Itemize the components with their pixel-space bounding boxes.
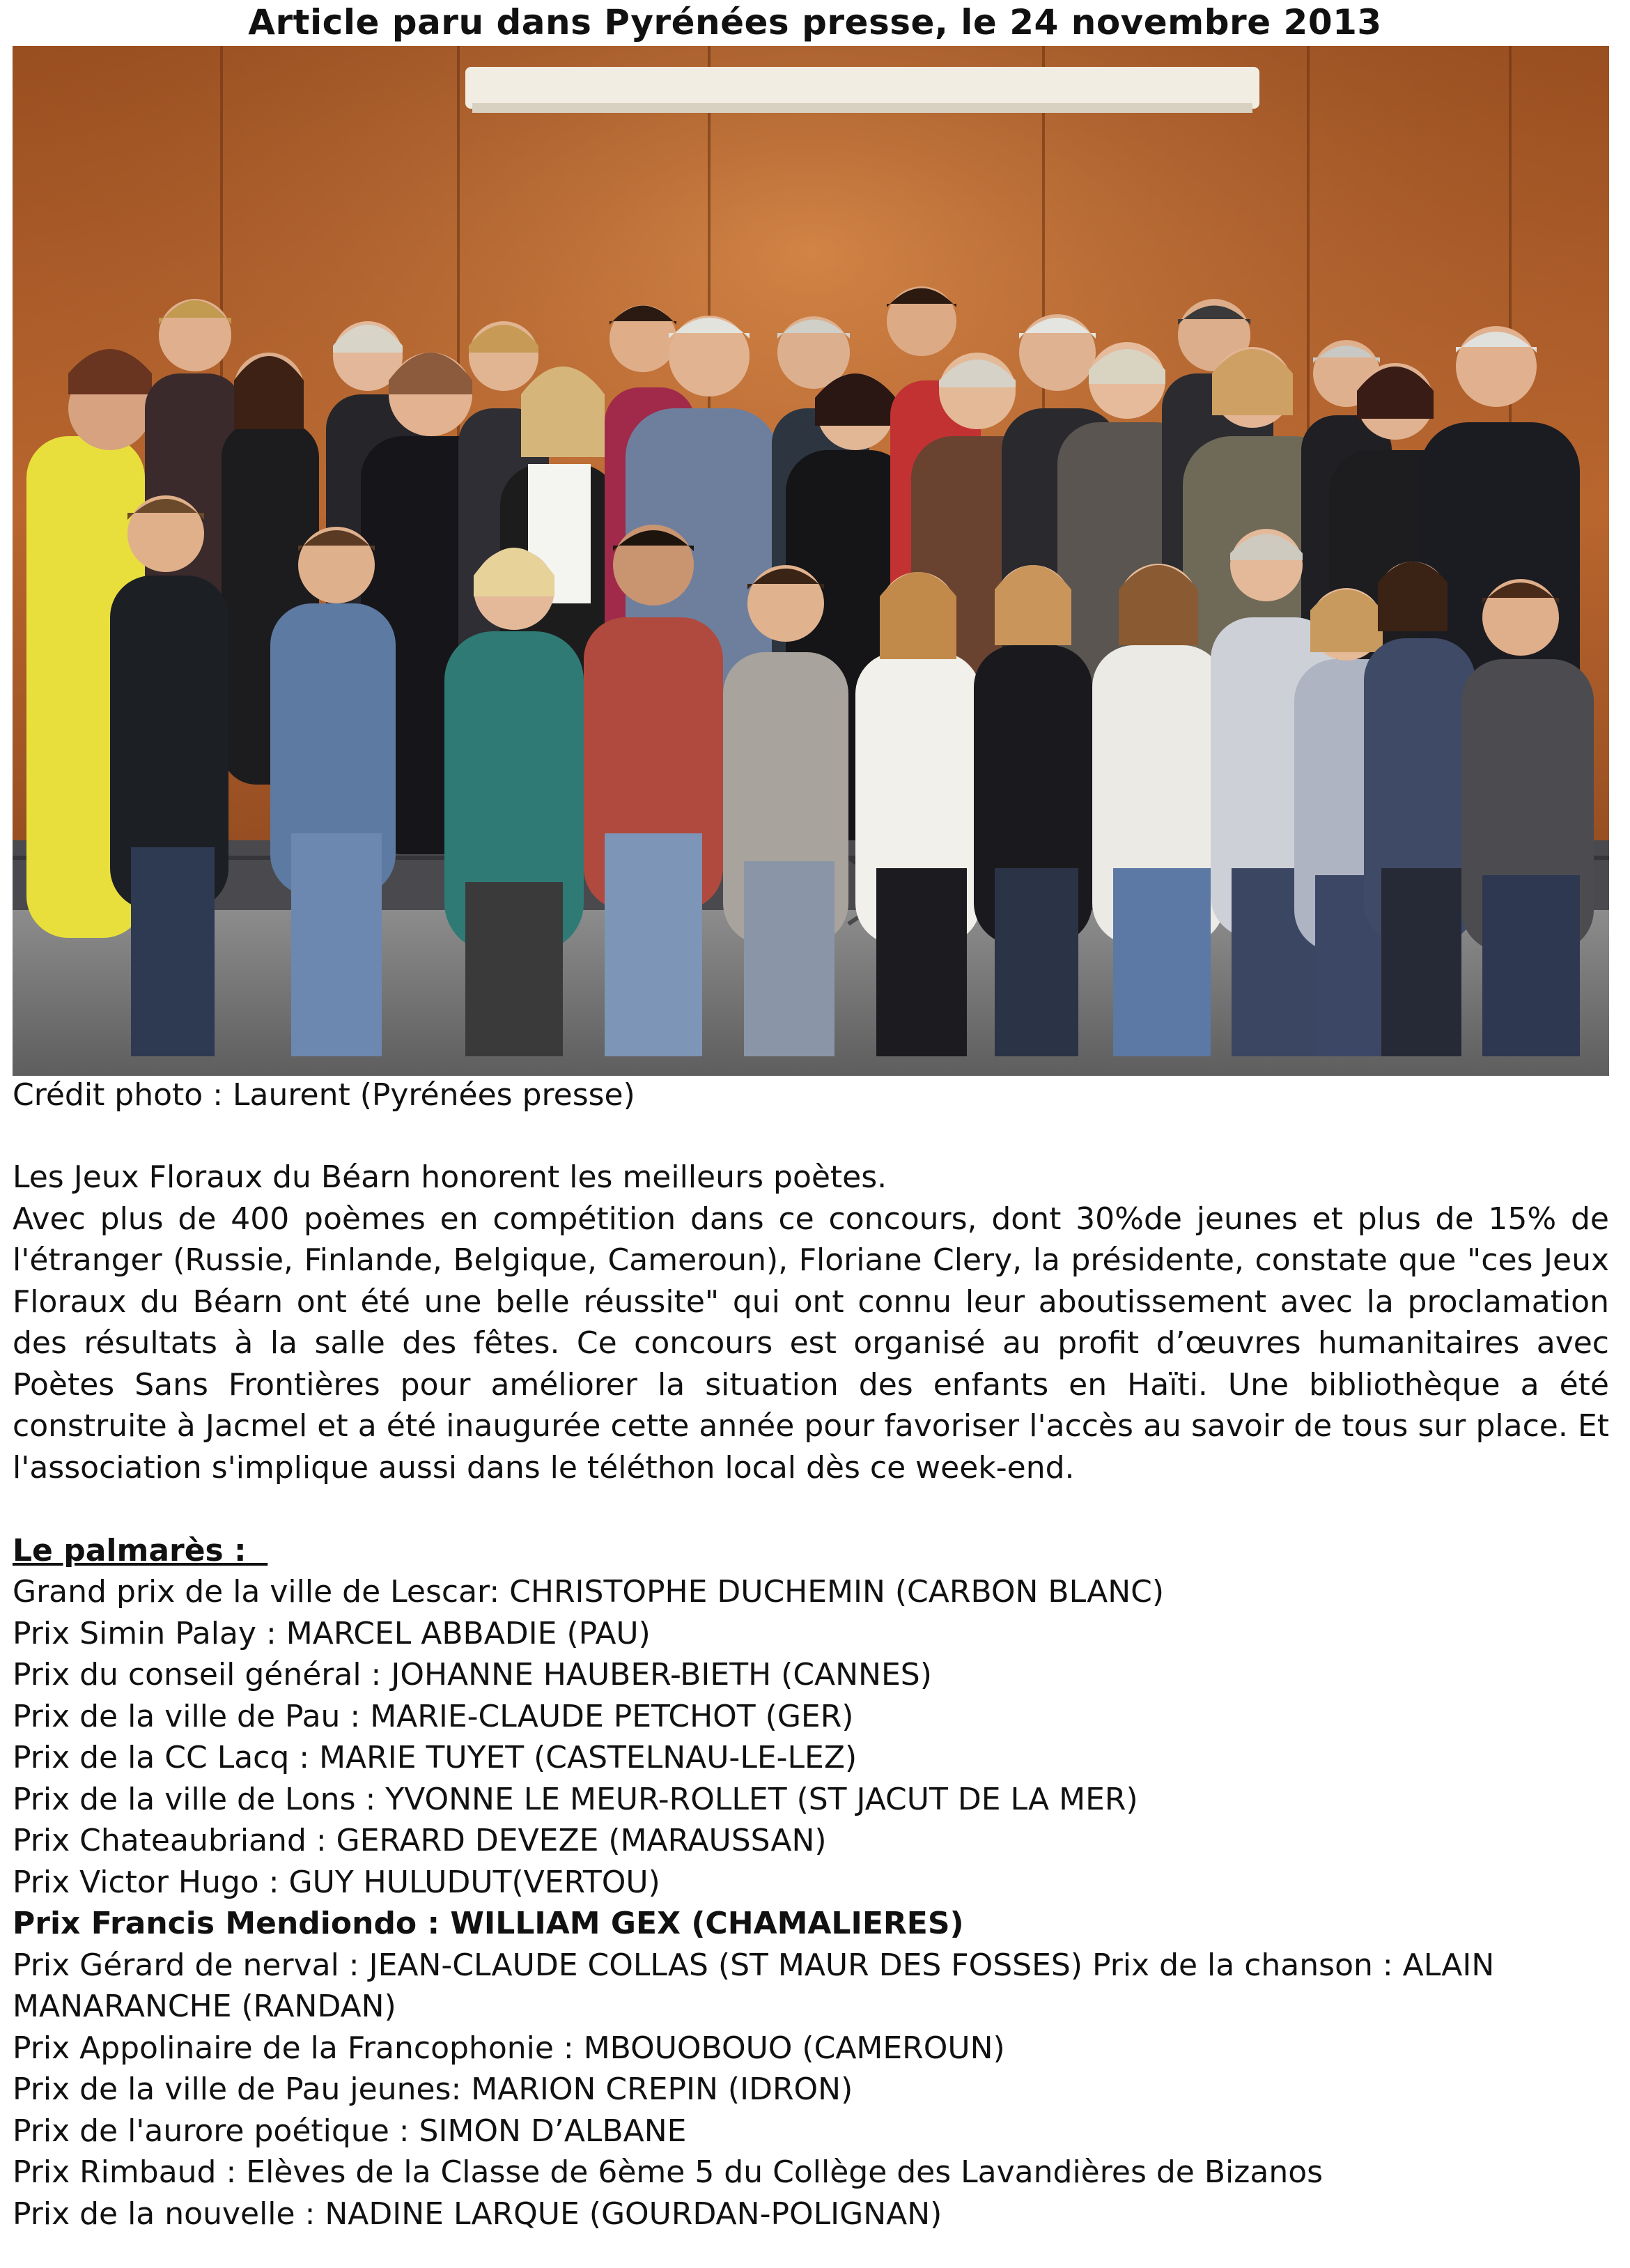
award-item: Prix de la CC Lacq : MARIE TUYET (CASTELNAU-LE-LEZ) [13,1740,857,1775]
award-item: Prix Gérard de nerval : JEAN-CLAUDE COLLAS (ST MAUR DES FOSSES) Prix de la chanson : ALAIN MANARANCHE (RANDAN) [13,1947,1495,2024]
article-body [13,1157,1609,2235]
article-lead: Les Jeux Floraux du Béarn honorent les meilleurs poètes. [13,1159,887,1195]
award-item: Prix Chateaubriand : GERARD DEVEZE (MARAUSSAN) [13,1823,827,1858]
award-item: Prix de la ville de Pau jeunes: MARION CREPIN (IDRON) [13,2072,853,2107]
group-photo [13,46,1609,1076]
award-item: Prix Appolinaire de la Francophonie : MBOUOBOUO (CAMEROUN) [13,2030,1005,2066]
award-item: Prix de la ville de Pau : MARIE-CLAUDE PETCHOT (GER) [13,1698,854,1734]
palmares-heading: Le palmarès : [13,1532,268,1568]
award-item: Prix Simin Palay : MARCEL ABBADIE (PAU) [13,1615,651,1651]
photo-credit: Crédit photo : Laurent (Pyrénées presse) [13,1077,635,1113]
palmares-list [13,1571,1609,2235]
award-item: Prix Victor Hugo : GUY HULUDUT(VERTOU) [13,1864,660,1900]
award-item: Prix Rimbaud : Elèves de la Classe de 6ème 5 du Collège des Lavandières de Bizanos [13,2154,1324,2190]
ceiling-light [465,67,1259,109]
award-item: Prix de l'aurore poétique : SIMON D’ALBANE [13,2113,687,2149]
article-headline: Article paru dans Pyrénées presse, le 24 novembre 2013 [248,2,1382,43]
article-paragraph: Avec plus de 400 poèmes en compétition dans ce concours, dont 30%de jeunes et plus de 15% de l'étranger (Russie, Finlande, Belgique, Cameroun), Floriane Clery, la présidente, constate que "ces Jeux Floraux du Béarn ont été une belle réussite" qui ont connu leur aboutissement avec la proclamation des résultats à la salle des fêtes. Ce concours est organisé au profit d’œuvres humanitaires avec Poètes Sans Frontières pour améliorer la situation des enfants en Haïti. Une bibliothèque a été construite à Jacmel et a été inaugurée cette année pour favoriser l'accès au savoir de tous sur place. Et l'association s'implique aussi dans le téléthon local dès ce week-end. [13,1201,1609,1486]
award-item: Grand prix de la ville de Lescar: CHRISTOPHE DUCHEMIN (CARBON BLANC) [13,1574,1165,1610]
award-item-highlighted: Prix Francis Mendiondo : WILLIAM GEX (CHAMALIERES) [13,1906,964,1941]
award-item: Prix du conseil général : JOHANNE HAUBER-BIETH (CANNES) [13,1657,932,1692]
award-item: Prix de la nouvelle : NADINE LARQUE (GOURDAN-POLIGNAN) [13,2196,942,2232]
award-item: Prix de la ville de Lons : YVONNE LE MEUR-ROLLET (ST JACUT DE LA MER) [13,1781,1138,1817]
